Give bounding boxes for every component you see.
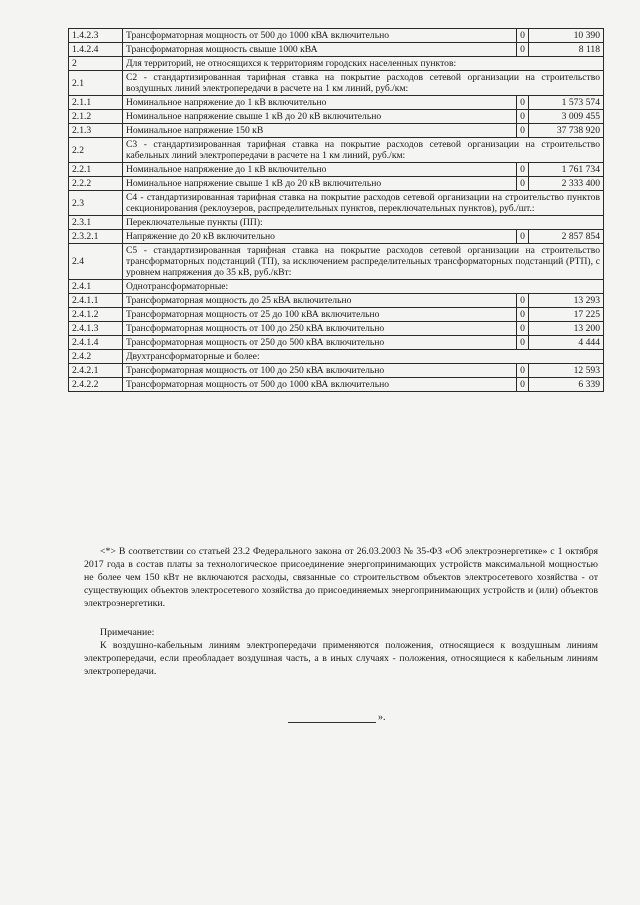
table-row bbox=[69, 191, 604, 216]
row-zero-value: 0 bbox=[517, 124, 529, 138]
row-number: 2.4.2.2 bbox=[69, 378, 123, 392]
row-rate-value: 2 333 400 bbox=[529, 177, 604, 191]
row-number: 2.3.2.1 bbox=[69, 230, 123, 244]
row-zero-value: 0 bbox=[517, 294, 529, 308]
table-row bbox=[69, 322, 604, 336]
table-row bbox=[69, 57, 604, 71]
table-row bbox=[69, 110, 604, 124]
row-number: 2.4.2.1 bbox=[69, 364, 123, 378]
row-name: Напряжение до 20 кВ включительно bbox=[123, 230, 517, 244]
row-zero-value: 0 bbox=[517, 230, 529, 244]
row-rate-value: 37 738 920 bbox=[529, 124, 604, 138]
row-description: Переключательные пункты (ПП): bbox=[123, 216, 604, 230]
row-zero-value: 0 bbox=[517, 322, 529, 336]
row-number: 2.2.2 bbox=[69, 177, 123, 191]
row-description: С5 - стандартизированная тарифная ставка на покрытие расходов сетевой организации на строительство трансформаторных подстанций (ТП), за исключением распределительных трансформаторных подстанций (РТП), с уровнем напряжения до 35 кВ, руб./кВт: bbox=[123, 244, 604, 280]
blank-line bbox=[288, 722, 376, 723]
row-number: 2.4.2 bbox=[69, 350, 123, 364]
table-row bbox=[69, 216, 604, 230]
row-description: Для территорий, не относящихся к территориям городских населенных пунктов: bbox=[123, 57, 604, 71]
row-name: Номинальное напряжение до 1 кВ включительно bbox=[123, 96, 517, 110]
row-zero-value: 0 bbox=[517, 110, 529, 124]
row-name: Трансформаторная мощность до 25 кВА включительно bbox=[123, 294, 517, 308]
table-row bbox=[69, 29, 604, 43]
row-name: Трансформаторная мощность от 100 до 250 кВА включительно bbox=[123, 322, 517, 336]
row-name: Трансформаторная мощность от 100 до 250 кВА включительно bbox=[123, 364, 517, 378]
row-number: 2.4 bbox=[69, 244, 123, 280]
row-description: С3 - стандартизированная тарифная ставка на покрытие расходов сетевой организации на строительство кабельных линий электропередачи в расчете на 1 км линий, руб./км: bbox=[123, 138, 604, 163]
row-rate-value: 12 593 bbox=[529, 364, 604, 378]
row-number: 2.1.3 bbox=[69, 124, 123, 138]
row-description: С4 - стандартизированная тарифная ставка на покрытие расходов сетевой организации на строительство пунктов секционирования (реклоузеров, распределительных пунктов, переключательных пунктов), руб./шт.: bbox=[123, 191, 604, 216]
table-row bbox=[69, 308, 604, 322]
row-zero-value: 0 bbox=[517, 29, 529, 43]
tariff-table bbox=[68, 28, 604, 392]
table-row bbox=[69, 350, 604, 364]
row-name: Трансформаторная мощность свыше 1000 кВА bbox=[123, 43, 517, 57]
row-number: 2.3 bbox=[69, 191, 123, 216]
row-rate-value: 10 390 bbox=[529, 29, 604, 43]
table-row bbox=[69, 138, 604, 163]
row-zero-value: 0 bbox=[517, 308, 529, 322]
row-rate-value: 1 761 734 bbox=[529, 163, 604, 177]
note-title: Примечание: bbox=[100, 627, 155, 638]
row-rate-value: 13 200 bbox=[529, 322, 604, 336]
table-row bbox=[69, 294, 604, 308]
row-number: 2.3.1 bbox=[69, 216, 123, 230]
table-row bbox=[69, 244, 604, 280]
row-number: 2.4.1.1 bbox=[69, 294, 123, 308]
table-row bbox=[69, 280, 604, 294]
row-name: Номинальное напряжение свыше 1 кВ до 20 кВ включительно bbox=[123, 177, 517, 191]
note-text: К воздушно-кабельным линиям электропередачи применяются положения, относящиеся к воздушным линиям электропередачи, если преобладает воздушная часть, а в иных случаях - положения, относящиеся к кабельным линиям электропередачи. bbox=[84, 640, 598, 677]
row-rate-value: 17 225 bbox=[529, 308, 604, 322]
notes-section bbox=[84, 545, 598, 678]
table-row bbox=[69, 96, 604, 110]
row-rate-value: 1 573 574 bbox=[529, 96, 604, 110]
footnote-text: <*> В соответствии со статьей 23.2 Федерального закона от 26.03.2003 № 35-ФЗ «Об электроэнергетике» с 1 октября 2017 года в состав платы за технологическое присоединение энергопринимающих устройств максимальной мощностью не более чем 150 кВт не включаются расходы, связанные со строительством объектов электросетевого хозяйства - от существующих объектов электросетевого хозяйства до присоединяемых энергопринимающих устройств и (или) объектов электроэнергетики. bbox=[84, 546, 598, 609]
row-number: 2.4.1.3 bbox=[69, 322, 123, 336]
row-number: 2.4.1.4 bbox=[69, 336, 123, 350]
row-name: Трансформаторная мощность от 500 до 1000 кВА включительно bbox=[123, 378, 517, 392]
row-zero-value: 0 bbox=[517, 336, 529, 350]
row-rate-value: 2 857 854 bbox=[529, 230, 604, 244]
tariff-table-body bbox=[69, 29, 604, 392]
row-rate-value: 8 118 bbox=[529, 43, 604, 57]
row-name: Номинальное напряжение до 1 кВ включительно bbox=[123, 163, 517, 177]
row-name: Трансформаторная мощность от 250 до 500 кВА включительно bbox=[123, 336, 517, 350]
row-number: 2.4.1.2 bbox=[69, 308, 123, 322]
row-number: 1.4.2.4 bbox=[69, 43, 123, 57]
row-zero-value: 0 bbox=[517, 378, 529, 392]
table-row bbox=[69, 230, 604, 244]
row-number: 2.4.1 bbox=[69, 280, 123, 294]
row-name: Номинальное напряжение свыше 1 кВ до 20 кВ включительно bbox=[123, 110, 517, 124]
row-name: Трансформаторная мощность от 25 до 100 кВА включительно bbox=[123, 308, 517, 322]
table-row bbox=[69, 177, 604, 191]
closing-signature-line bbox=[288, 712, 386, 723]
row-zero-value: 0 bbox=[517, 364, 529, 378]
table-row bbox=[69, 43, 604, 57]
table-row bbox=[69, 124, 604, 138]
row-number: 1.4.2.3 bbox=[69, 29, 123, 43]
row-zero-value: 0 bbox=[517, 43, 529, 57]
row-zero-value: 0 bbox=[517, 177, 529, 191]
row-number: 2.1.2 bbox=[69, 110, 123, 124]
row-number: 2.1.1 bbox=[69, 96, 123, 110]
row-name: Трансформаторная мощность от 500 до 1000 кВА включительно bbox=[123, 29, 517, 43]
row-rate-value: 4 444 bbox=[529, 336, 604, 350]
table-row bbox=[69, 71, 604, 96]
table-row bbox=[69, 364, 604, 378]
closing-mark: ». bbox=[378, 712, 386, 723]
row-name: Номинальное напряжение 150 кВ bbox=[123, 124, 517, 138]
row-number: 2 bbox=[69, 57, 123, 71]
row-number: 2.2 bbox=[69, 138, 123, 163]
row-zero-value: 0 bbox=[517, 96, 529, 110]
row-zero-value: 0 bbox=[517, 163, 529, 177]
row-description: Однотрансформаторные: bbox=[123, 280, 604, 294]
row-rate-value: 6 339 bbox=[529, 378, 604, 392]
row-number: 2.1 bbox=[69, 71, 123, 96]
row-rate-value: 13 293 bbox=[529, 294, 604, 308]
row-description: Двухтрансформаторные и более: bbox=[123, 350, 604, 364]
row-number: 2.2.1 bbox=[69, 163, 123, 177]
table-row bbox=[69, 378, 604, 392]
row-rate-value: 3 009 455 bbox=[529, 110, 604, 124]
table-row bbox=[69, 163, 604, 177]
row-description: С2 - стандартизированная тарифная ставка на покрытие расходов сетевой организации на строительство воздушных линий электропередачи в расчете на 1 км линий, руб./км: bbox=[123, 71, 604, 96]
table-row bbox=[69, 336, 604, 350]
